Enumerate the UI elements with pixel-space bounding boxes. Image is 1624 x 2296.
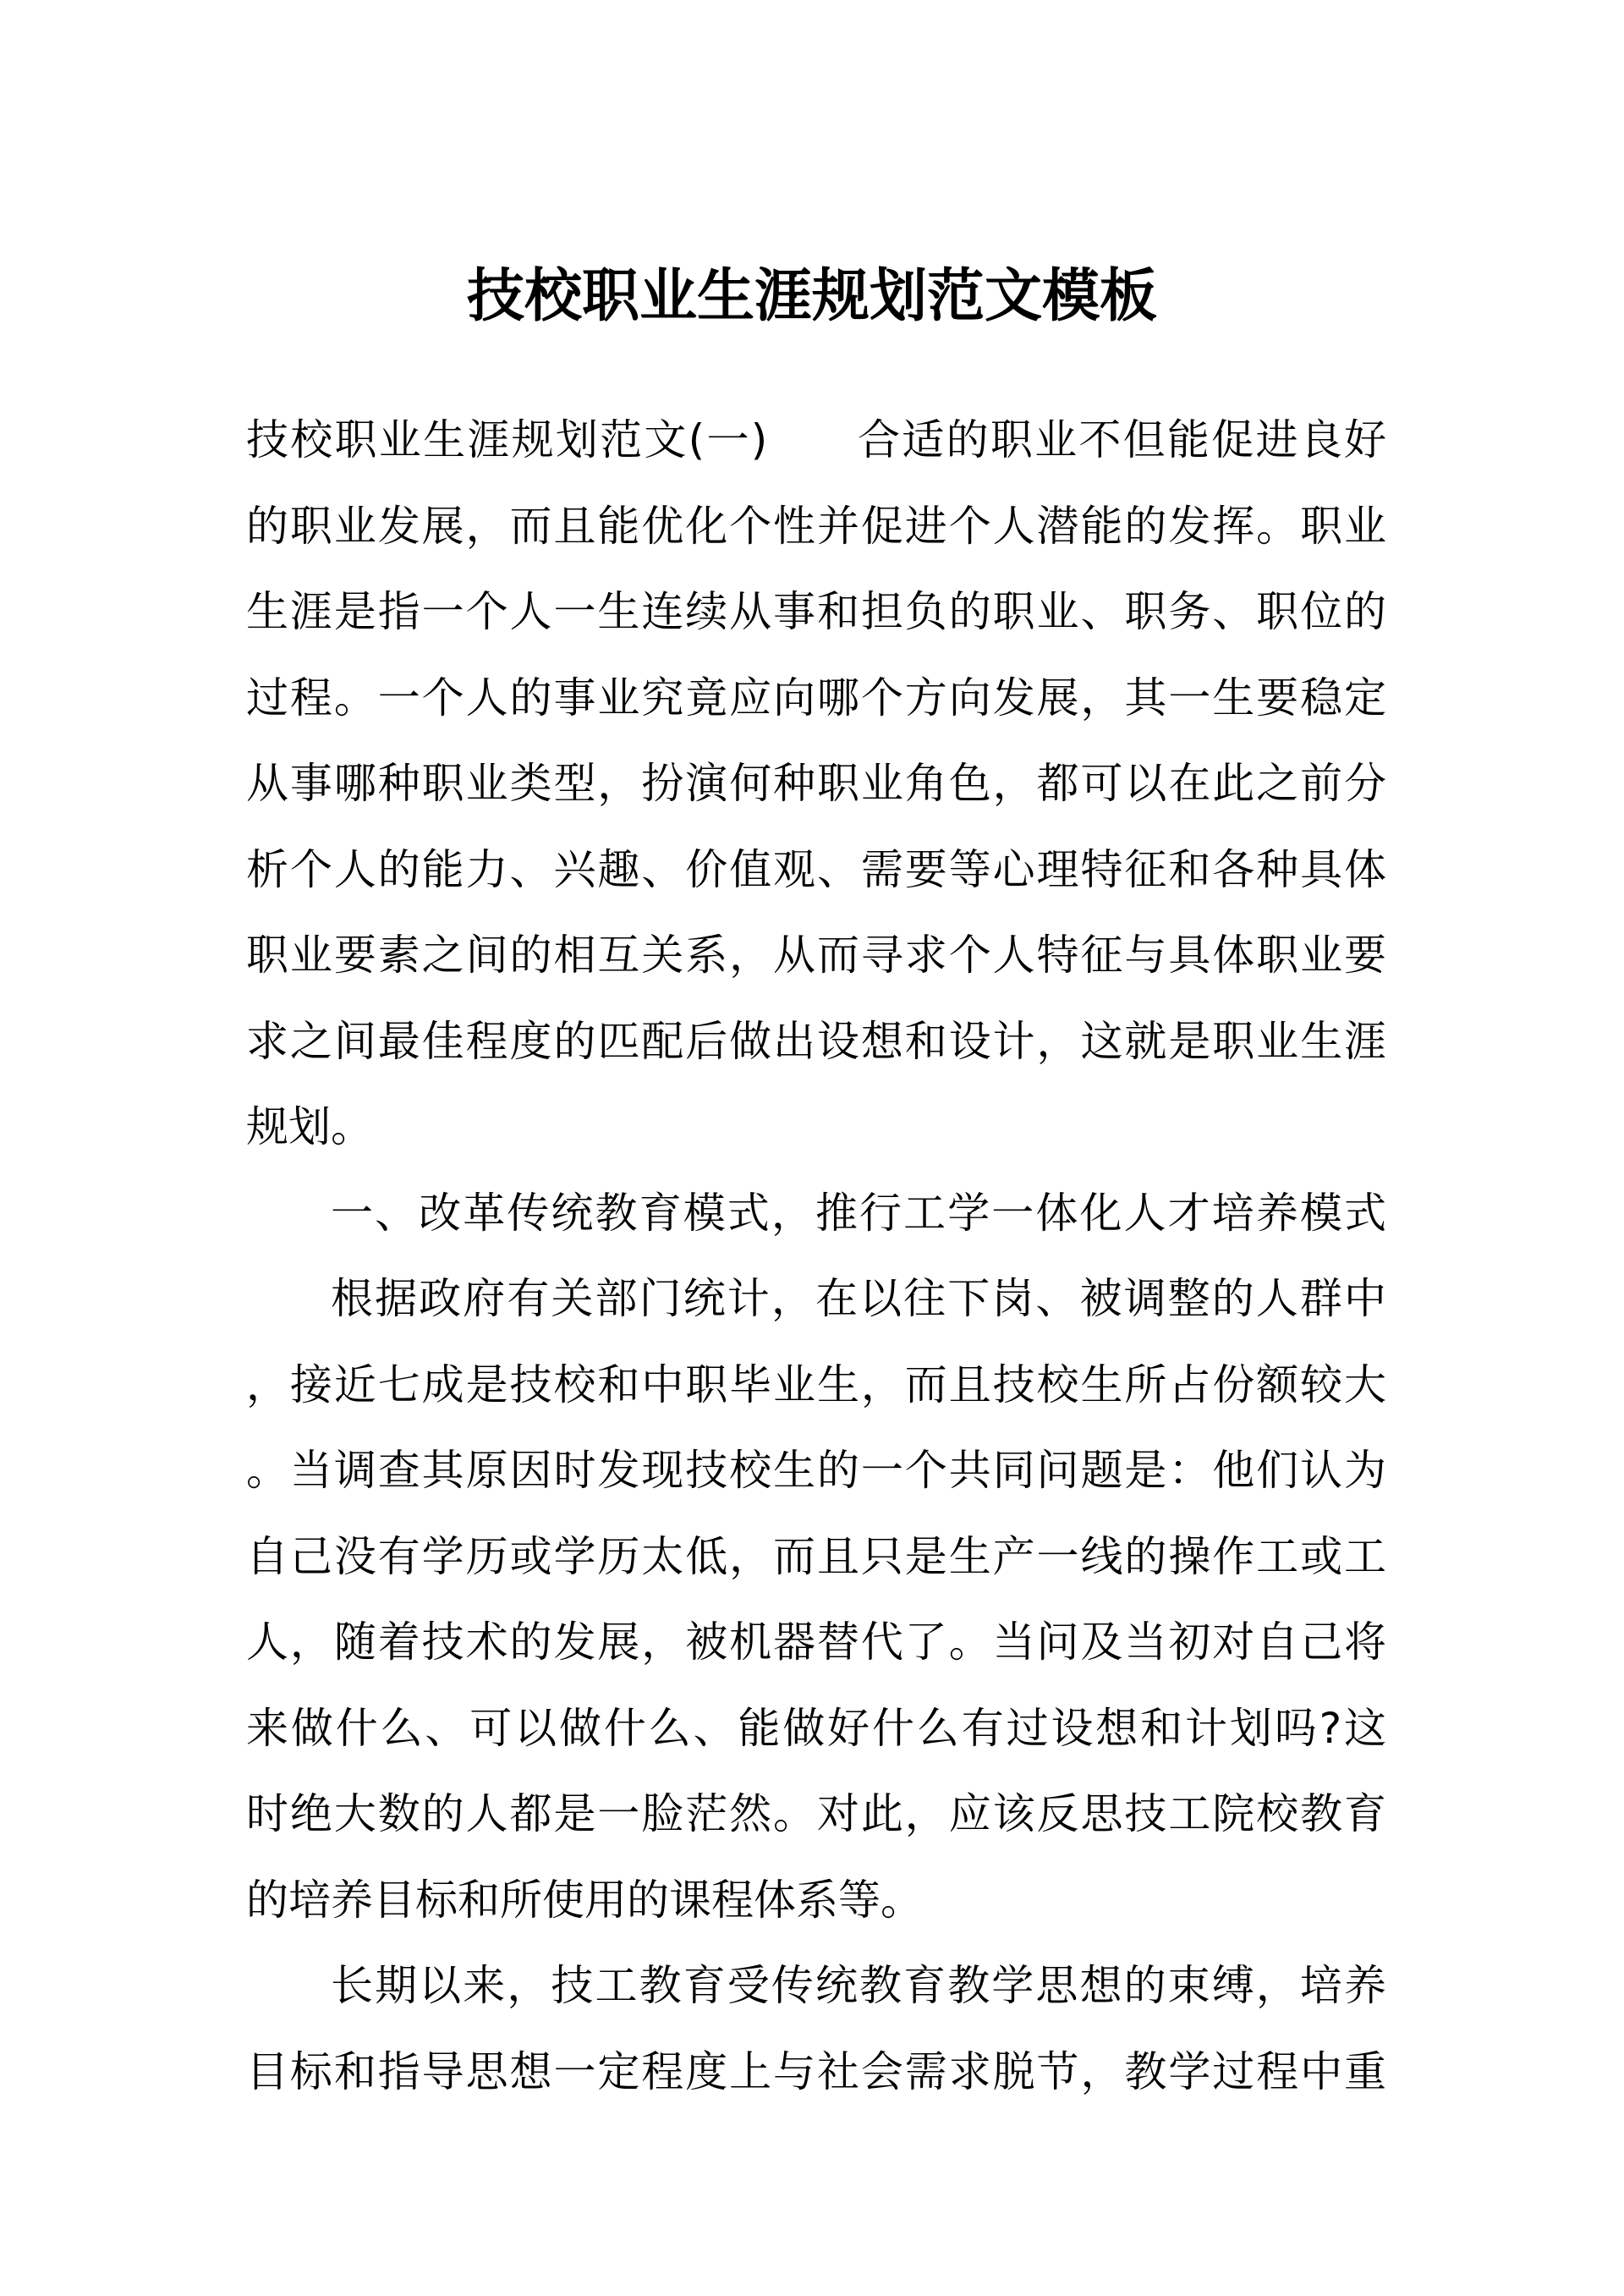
text-line: 规划。	[246, 1102, 373, 1151]
text-line: 求之间最佳程度的匹配后做出设想和设计，这就是职业生涯	[246, 1016, 1386, 1066]
text-line: 来做什么、可以做什么、能做好什么有过设想和计划吗?这	[246, 1703, 1386, 1753]
section-heading: 一、改革传统教育模式，推行工学一体化人才培养模式	[331, 1188, 1386, 1238]
text-line: ，接近七成是技校和中职毕业生，而且技校生所占份额较大	[246, 1359, 1386, 1409]
text-line: 职业要素之间的相互关系，从而寻求个人特征与具体职业要	[246, 931, 1386, 980]
text-line: 生涯是指一个人一生连续从事和担负的职业、职务、职位的	[246, 587, 1386, 636]
text-line: 过程。一个人的事业究竟应向哪个方向发展，其一生要稳定	[246, 673, 1386, 722]
text-line: 的职业发展，而且能优化个性并促进个人潜能的发挥。职业	[246, 501, 1386, 551]
text-line: 技校职业生涯规划范文(一) 合适的职业不但能促进良好	[246, 415, 1386, 464]
document-title: 技校职业生涯规划范文模板	[466, 262, 1157, 330]
text-line: 。当调查其原因时发现技校生的一个共同问题是：他们认为	[246, 1446, 1386, 1495]
text-line: 自己没有学历或学历太低，而且只是生产一线的操作工或工	[246, 1531, 1386, 1581]
text-line: 析个人的能力、兴趣、价值观、需要等心理特征和各种具体	[246, 844, 1386, 894]
text-line: 长期以来，技工教育受传统教育教学思想的束缚，培养	[331, 1961, 1386, 2010]
text-line: 人，随着技术的发展，被机器替代了。当问及当初对自己将	[246, 1618, 1386, 1667]
text-line: 的培养目标和所使用的课程体系等。	[246, 1875, 923, 1925]
text-line: 从事哪种职业类型，扮演何种职业角色，都可以在此之前分	[246, 759, 1386, 808]
text-line: 根据政府有关部门统计，在以往下岗、被调整的人群中	[331, 1274, 1386, 1323]
text-line: 时绝大数的人都是一脸茫然。对此，应该反思技工院校教育	[246, 1789, 1386, 1838]
document-body	[246, 398, 1386, 2115]
text-line: 目标和指导思想一定程度上与社会需求脱节，教学过程中重	[246, 2046, 1386, 2096]
